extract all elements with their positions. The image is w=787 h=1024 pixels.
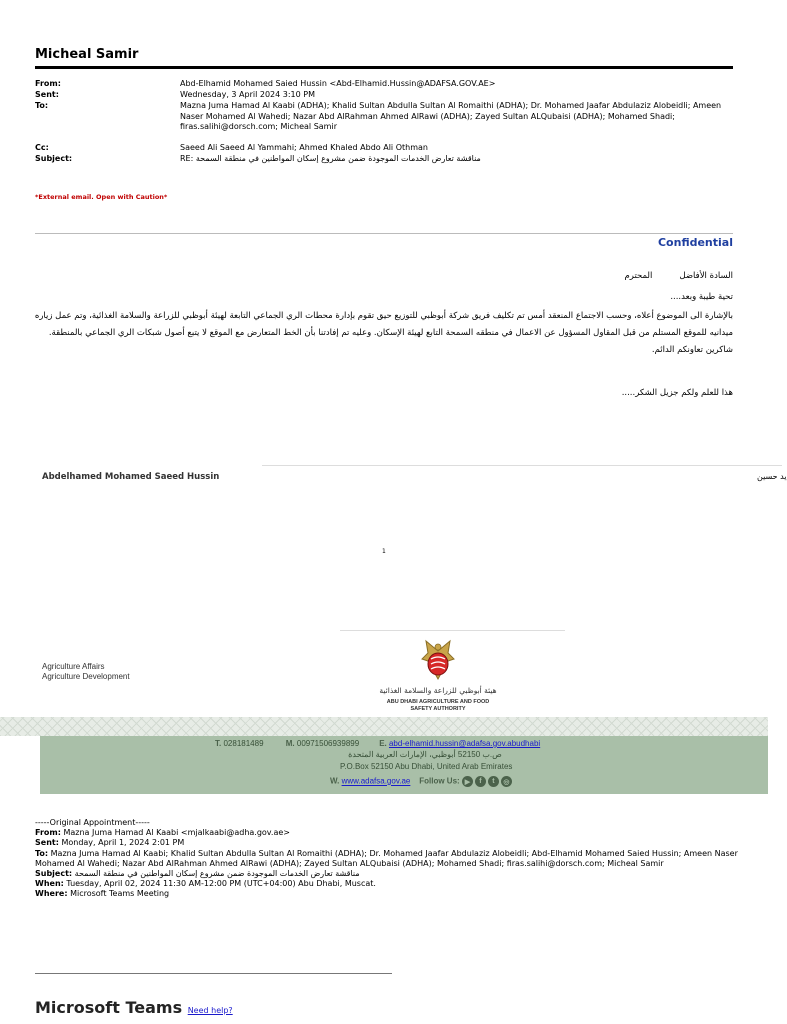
sent-label: Sent: <box>35 90 59 99</box>
body-closing: هذا للعلم ولكم جزيل الشكر..... <box>621 388 733 398</box>
orig-when-row <box>35 879 755 889</box>
twitter-icon[interactable]: t <box>488 776 499 787</box>
subject-value: RE: مناقشة تعارض الخدمات الموجودة ضمن مشروع إسكان المواطنين في منطقة السمحة <box>180 154 481 163</box>
website-link[interactable]: www.adafsa.gov.ae <box>341 776 411 786</box>
orig-when-value: Tuesday, April 02, 2024 11:30 AM-12:00 PM (UTC+04:00) Abu Dhabi, Muscat. <box>66 879 376 889</box>
follow-us-label: Follow Us: <box>419 776 460 786</box>
from-label: From: <box>35 79 61 88</box>
cc-value: Saeed Ali Saeed Al Yammahi; Ahmed Khaled Abdo Ali Othman <box>180 143 428 152</box>
teams-divider <box>35 973 392 974</box>
teams-title: Microsoft Teams <box>35 998 183 1017</box>
orig-sent-row <box>35 838 755 848</box>
orig-from-row <box>35 828 755 838</box>
cc-label: Cc: <box>35 143 49 152</box>
to-label: To: <box>35 101 49 110</box>
instagram-icon[interactable]: ◎ <box>501 776 512 787</box>
orig-where-label: Where: <box>35 889 68 899</box>
orig-subject-label: Subject: <box>35 869 73 879</box>
signature-name: Abdelhamed Mohamed Saeed Hussin <box>42 472 220 482</box>
contact-phones <box>215 739 540 748</box>
orig-where-value: Microsoft Teams Meeting <box>70 889 170 899</box>
body-salutation: تحية طيبة وبعد.... <box>670 292 733 302</box>
org-name-english <box>362 699 514 713</box>
facebook-icon[interactable]: f <box>475 776 486 787</box>
teams-heading <box>35 998 233 1017</box>
orig-to-label: To: <box>35 848 49 858</box>
email-label: E. <box>379 739 387 748</box>
org-name-arabic: هيئة أبوظبي للزراعة والسلامة الغذائية <box>379 686 497 695</box>
department-line-1: Agriculture Affairs <box>42 662 105 671</box>
mailbox-owner: Micheal Samir <box>35 47 139 62</box>
social-icons <box>462 776 512 787</box>
orig-to-value: Mazna Juma Hamad Al Kaabi; Khalid Sultan Abdulla Sultan Al Romaithi (ADHA); Dr. Mohamed Jaafar Abdulaziz Alobeidli; Abd-Elhamid Mohamed Saied Hussin; Ameen Naser Mohamed Al Wahedi; Nazar Abd AlRahman Ahmed AlRawi (ADHA); Zayed Sultan ALQubaisi (ADHA); Mohamed Shadi; firas.salihi@dorsch.com; Micheal Samir <box>35 848 738 868</box>
orig-subject-value: مناقشة تعارض الخدمات الموجودة ضمن مشروع إسكان المواطنين في منطقة السمحة <box>74 869 360 879</box>
page-number: 1 <box>382 548 386 555</box>
web-label: W. <box>330 776 340 786</box>
department <box>42 662 130 682</box>
orig-to-row <box>35 849 755 869</box>
orig-subject-row <box>35 869 755 879</box>
from-value: Abd-Elhamid Mohamed Saied Hussin <Abd-Elhamid.Hussin@ADAFSA.GOV.AE> <box>180 79 496 88</box>
to-value: Mazna Juma Hamad Al Kaabi (ADHA); Khalid Sultan Abdulla Sultan Al Romaithi (ADHA); Dr. Mohamed Jaafar Abdulaziz Alobeidli; Ameen Naser Mohamed Al Wahedi; Nazar Abd AlRahman Ahmed AlRawi (ADHA); Zayed Sultan ALQubaisi (ADHA); Mohamed Shadi; firas.salihi@dorsch.com; Micheal Samir <box>180 101 722 131</box>
orig-from-value: Mazna Juma Hamad Al Kaabi <mjalkaabi@adha.gov.ae> <box>63 828 290 838</box>
body-divider <box>35 233 733 234</box>
original-appointment <box>35 818 755 900</box>
decorative-pattern-strip <box>0 717 768 736</box>
subject-label: Subject: <box>35 154 73 163</box>
signature-divider <box>262 465 782 466</box>
orig-sent-label: Sent: <box>35 838 59 848</box>
department-line-2: Agriculture Development <box>42 672 130 681</box>
orig-sent-value: Monday, April 1, 2024 2:01 PM <box>61 838 185 848</box>
phone-label: T. <box>215 739 222 748</box>
org-name-line-2: SAFETY AUTHORITY <box>410 706 466 712</box>
youtube-icon[interactable]: ▶ <box>462 776 473 787</box>
external-email-warning: *External email. Open with Caution* <box>35 193 168 201</box>
body-greeting: السادة الأفاضل المحترم <box>624 271 733 281</box>
orig-where-row <box>35 889 755 899</box>
orig-from-label: From: <box>35 828 61 838</box>
mobile-label: M. <box>285 739 295 748</box>
header-rule <box>35 66 733 69</box>
email-link[interactable]: abd-elhamid.hussin@adafsa.gov.abudhabi <box>388 739 541 748</box>
adafsa-emblem-logo <box>418 637 458 687</box>
po-box-arabic: ص.ب 52150 أبوظبي، الإمارات العربية المتحدة <box>348 750 502 759</box>
org-name-line-1: ABU DHABI AGRICULTURE AND FOOD <box>386 699 490 705</box>
signature-name-arabic: يد حسين <box>757 472 787 481</box>
logo-divider <box>340 630 565 631</box>
website-row <box>330 776 512 787</box>
body-paragraph: بالإشارة الى الموضوع أعلاه، وحسب الاجتماع المنعقد أمس تم تكليف فريق شركة أبوظبي للتوزيع حيق تقوم بإدارة محطات الري الجماعي التابعة لهيئة أبوظبي للزراعة والسلامة الغذائية، وتم عمل زياره ميدانيه للموقع المستلم من قبل المقاول المسؤول عن الاعمال في منطقه السمحة التابع لهيئة الإسكان. وعليه تم إفادتنا بأن الخط المتعارض مع الموقع لا يتبع أصول شبكات الري الجماعي بالمنطقة. شاكرين تعاونكم الدائم. <box>34 311 733 355</box>
sent-value: Wednesday, 3 April 2024 3:10 PM <box>180 90 315 99</box>
classification-label: Confidential <box>657 236 733 249</box>
po-box-english: P.O.Box 52150 Abu Dhabi, United Arab Emirates <box>340 762 513 771</box>
mobile-number: 00971506939899 <box>296 739 360 748</box>
phone-number: 028181489 <box>223 739 264 748</box>
orig-when-label: When: <box>35 879 64 889</box>
original-divider: -----Original Appointment----- <box>35 818 150 827</box>
need-help-link[interactable]: Need help? <box>187 1006 233 1015</box>
